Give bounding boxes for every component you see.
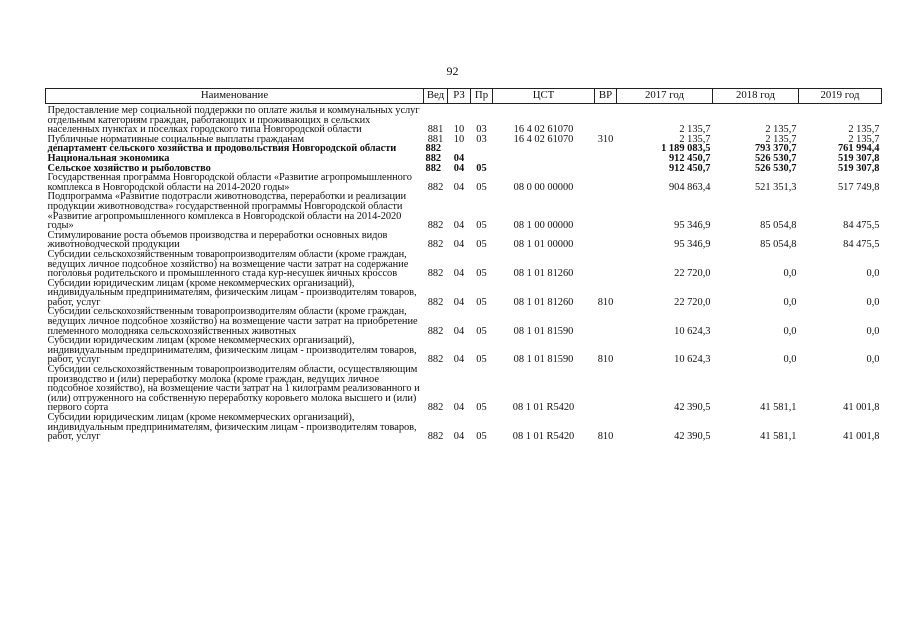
row-2018: 793 370,7 xyxy=(754,143,797,155)
row-rz: 04 xyxy=(453,220,465,232)
row-2018: 85 054,8 xyxy=(760,220,797,232)
row-pr: 05 xyxy=(476,162,487,174)
row-pr: 05 xyxy=(476,181,487,193)
row-2019: 0,0 xyxy=(866,325,880,337)
row-cst: 08 1 01 81260 xyxy=(513,268,574,280)
row-rz: 04 xyxy=(453,296,465,308)
row-name: Субсидии сельскохозяйственным товаропроизводителям области (кроме граждан, ведущих личное подсобное хозяйство) на возмещение части затрат на содержание поголовья родительского и промышленного стада кур-несушек яичных кроссов xyxy=(47,248,409,280)
row-pr xyxy=(471,144,493,154)
header-cst: ЦСТ xyxy=(493,89,595,104)
row-rz: 04 xyxy=(453,239,465,251)
row-2019: 41 001,8 xyxy=(843,431,880,443)
row-vr xyxy=(595,307,617,336)
header-vr: ВР xyxy=(595,89,617,104)
header-ved: Вед xyxy=(424,89,448,104)
table-row xyxy=(46,250,882,279)
row-name: Субсидии сельскохозяйственным товаропроизводителям области (кроме граждан, ведущих личное подсобное хозяйство) на возмещение части затрат на приобретение племенного молодняка сельскохозяйственных животных xyxy=(47,306,418,337)
row-cst: 08 0 00 00000 xyxy=(513,181,574,193)
row-vr xyxy=(595,231,617,250)
row-vr: 810 xyxy=(597,296,614,308)
row-pr: 03 xyxy=(476,124,487,136)
row-rz: 04 xyxy=(453,181,465,193)
header-2019: 2019 год xyxy=(799,89,882,104)
header-rz: РЗ xyxy=(448,89,471,104)
table-row xyxy=(46,279,882,308)
header-2018: 2018 год xyxy=(713,89,799,104)
row-name: Субсидии юридическим лицам (кроме некоммерческих организаций), индивидуальным предпринимателям, физическим лицам - производителям товаров, работ, услуг xyxy=(47,277,417,308)
table-header-row xyxy=(46,89,882,104)
page-number: 92 xyxy=(446,64,459,78)
row-name: Публичные нормативные социальные выплаты гражданам xyxy=(47,133,305,145)
row-rz: 04 xyxy=(453,325,465,337)
row-2018: 0,0 xyxy=(783,296,797,308)
row-2017: 95 346,9 xyxy=(674,239,711,251)
row-2018: 2 135,7 xyxy=(765,124,797,136)
row-2019: 0,0 xyxy=(866,296,880,308)
row-ved: 882 xyxy=(425,152,442,164)
row-2018: 526 530,7 xyxy=(754,162,797,174)
row-name: Стимулирование роста объемов производства и переработки основных видов животноводческой продукции xyxy=(47,229,388,251)
row-pr: 05 xyxy=(476,239,487,251)
row-ved: 882 xyxy=(425,143,442,155)
table-row xyxy=(46,307,882,336)
row-ved: 881 xyxy=(427,124,444,136)
row-pr: 05 xyxy=(476,296,487,308)
row-pr: 05 xyxy=(476,402,487,414)
row-name: Подпрограмма «Развитие подотрасли животноводства, переработки и реализации продукции животноводства» государственной программы Новгородской области «Развитие агропромышленного комплекса в Новгородской области на 2014-2020 годы» xyxy=(47,191,406,232)
row-ved: 882 xyxy=(427,402,444,414)
budget-table xyxy=(45,88,882,442)
row-vr xyxy=(595,192,617,230)
row-2017: 10 624,3 xyxy=(674,325,711,337)
row-2018: 2 135,7 xyxy=(765,133,797,145)
row-vr xyxy=(595,106,617,135)
row-cst: 08 1 01 81590 xyxy=(513,354,574,366)
row-2019: 517 749,8 xyxy=(837,181,880,193)
table-row xyxy=(46,231,882,250)
row-2017: 42 390,5 xyxy=(674,402,711,414)
row-rz: 04 xyxy=(453,162,465,174)
row-cst: 08 1 01 00000 xyxy=(513,239,574,251)
row-pr: 05 xyxy=(476,354,487,366)
table-row xyxy=(46,365,882,413)
row-2018: 526 530,7 xyxy=(754,152,797,164)
row-name: Субсидии сельскохозяйственным товаропроизводителям области, осуществляющим производство и (или) переработку молока (кроме граждан, ведущих личное подсобное хозяйство), на возмещение части затрат на 1 килограмм реализованного и (или) отгруженного на собственную переработку коровьего молока высшего и (или) первого сорта xyxy=(47,364,420,414)
row-cst: 08 1 01 81590 xyxy=(513,325,574,337)
row-2017: 2 135,7 xyxy=(679,133,711,145)
row-cst: 08 1 00 00000 xyxy=(513,220,574,232)
row-ved: 882 xyxy=(427,239,444,251)
row-vr xyxy=(595,365,617,413)
row-rz: 10 xyxy=(453,124,465,136)
row-name: департамент сельского хозяйства и продовольствия Новгородской области xyxy=(47,143,397,155)
row-ved: 882 xyxy=(425,162,442,174)
row-2019: 0,0 xyxy=(866,354,880,366)
row-2017: 912 450,7 xyxy=(668,152,711,164)
row-pr: 05 xyxy=(476,431,487,443)
row-ved: 882 xyxy=(427,354,444,366)
row-cst xyxy=(493,144,595,154)
table-row xyxy=(46,336,882,365)
table-row xyxy=(46,192,882,230)
row-pr: 05 xyxy=(476,220,487,232)
row-2019: 519 307,8 xyxy=(837,152,880,164)
row-2017: 10 624,3 xyxy=(674,354,711,366)
header-2017: 2017 год xyxy=(617,89,713,104)
row-2018: 41 581,1 xyxy=(760,431,797,443)
row-ved: 882 xyxy=(427,268,444,280)
row-ved: 882 xyxy=(427,431,444,443)
row-cst: 08 1 01 R5420 xyxy=(512,431,575,443)
row-name: Национальная экономика xyxy=(47,152,170,164)
table-row xyxy=(46,106,882,135)
row-2018: 0,0 xyxy=(783,268,797,280)
row-2017: 1 189 083,5 xyxy=(661,143,711,155)
row-rz: 04 xyxy=(453,354,465,366)
row-rz: 04 xyxy=(453,402,465,414)
row-vr xyxy=(595,144,617,154)
row-vr: 810 xyxy=(597,354,614,366)
row-ved: 882 xyxy=(427,181,444,193)
row-2018: 41 581,1 xyxy=(760,402,797,414)
row-ved: 881 xyxy=(427,133,444,145)
row-2018: 0,0 xyxy=(783,354,797,366)
row-vr xyxy=(595,164,617,174)
row-2017: 904 863,4 xyxy=(668,181,711,193)
row-name: Государственная программа Новгородской области «Развитие агропромышленного комплекса в Новгородской области на 2014-2020 годы» xyxy=(47,172,412,193)
row-pr: 03 xyxy=(476,133,487,145)
row-2019: 2 135,7 xyxy=(848,124,880,136)
row-name: Предоставление мер социальной поддержки по оплате жилья и коммунальных услуг отдельным категориям граждан, работающих и проживающих в сельских населенных пунктах и поселках городского типа Новгородской области xyxy=(47,105,420,136)
row-2017: 95 346,9 xyxy=(674,220,711,232)
row-vr: 310 xyxy=(597,133,614,145)
header-pr: Пр xyxy=(471,89,493,104)
row-cst: 08 1 01 81260 xyxy=(513,296,574,308)
row-vr xyxy=(595,173,617,192)
row-ved: 882 xyxy=(427,220,444,232)
row-2017: 22 720,0 xyxy=(674,268,711,280)
row-cst: 16 4 02 61070 xyxy=(513,124,574,136)
row-cst xyxy=(493,164,595,174)
row-vr xyxy=(595,154,617,164)
row-rz: 04 xyxy=(453,431,465,443)
row-2019: 761 994,4 xyxy=(837,143,880,155)
row-2019: 519 307,8 xyxy=(837,162,880,174)
row-name: Субсидии юридическим лицам (кроме некоммерческих организаций), индивидуальным предпринимателям, физическим лицам - производителям товаров, работ, услуг xyxy=(47,335,417,366)
header-name: Наименование xyxy=(46,89,424,104)
table-row xyxy=(46,413,882,442)
row-2018: 0,0 xyxy=(783,325,797,337)
table-row xyxy=(46,173,882,192)
row-ved: 882 xyxy=(427,325,444,337)
row-2018: 85 054,8 xyxy=(760,239,797,251)
row-cst: 16 4 02 61070 xyxy=(513,133,574,145)
row-rz: 04 xyxy=(453,152,465,164)
row-2019: 2 135,7 xyxy=(848,133,880,145)
row-cst xyxy=(493,154,595,164)
row-rz: 04 xyxy=(453,268,465,280)
row-name: Субсидии юридическим лицам (кроме некоммерческих организаций), индивидуальным предпринимателям, физическим лицам - производителям товаров, работ, услуг xyxy=(47,412,417,443)
row-name: Сельское хозяйство и рыболовство xyxy=(47,162,211,174)
row-2017: 22 720,0 xyxy=(674,296,711,308)
row-2019: 84 475,5 xyxy=(843,220,880,232)
row-2017: 2 135,7 xyxy=(679,124,711,136)
row-vr: 810 xyxy=(597,431,614,443)
row-ved: 882 xyxy=(427,296,444,308)
row-rz: 10 xyxy=(453,133,465,145)
row-cst: 08 1 01 R5420 xyxy=(512,402,575,414)
row-vr xyxy=(595,250,617,279)
row-2019: 41 001,8 xyxy=(843,402,880,414)
row-2017: 42 390,5 xyxy=(674,431,711,443)
row-pr: 05 xyxy=(476,268,487,280)
row-2019: 0,0 xyxy=(866,268,880,280)
row-2017: 912 450,7 xyxy=(668,162,711,174)
row-2019: 84 475,5 xyxy=(843,239,880,251)
row-2018: 521 351,3 xyxy=(754,181,797,193)
row-pr: 05 xyxy=(476,325,487,337)
